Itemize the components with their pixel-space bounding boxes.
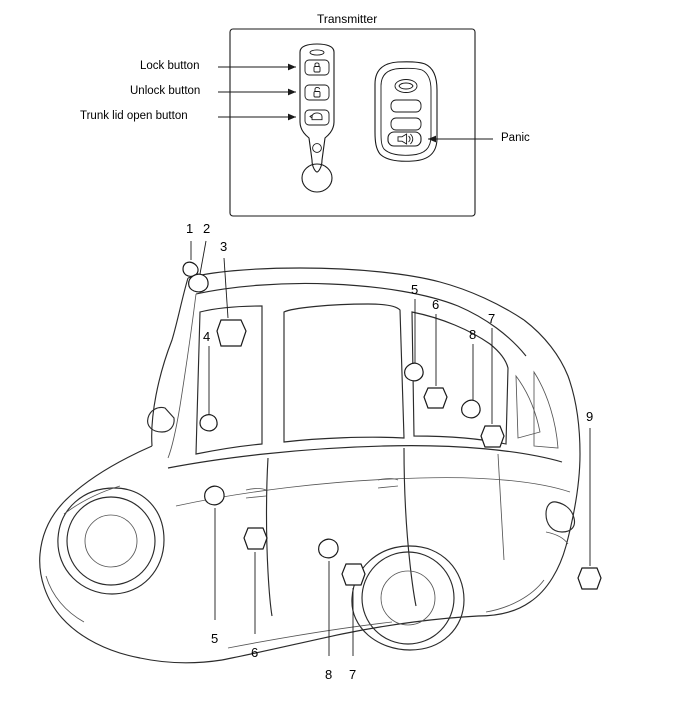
component-7-rear	[481, 426, 504, 447]
part-number-7-rear: 7	[488, 311, 496, 326]
component-3-4-module	[217, 320, 246, 346]
part-number-8-rear: 8	[469, 327, 477, 342]
part-number-6-front: 6	[251, 645, 259, 660]
part-number-5-front: 5	[211, 631, 219, 646]
part-number-2: 2	[203, 221, 211, 236]
part-number-3: 3	[220, 239, 228, 254]
callout-panic-label: Panic	[501, 132, 530, 144]
component-2	[189, 274, 208, 292]
transmitter-panel-box	[230, 29, 475, 216]
component-7-front	[342, 564, 365, 585]
part-number-4: 4	[203, 329, 211, 344]
car-body	[40, 268, 580, 663]
component-6-front	[244, 528, 267, 549]
part-number-7-front: 7	[349, 667, 357, 682]
transmitter-panel-title: Transmitter	[317, 12, 378, 26]
vehicle-diagram	[0, 216, 700, 716]
part-number-9: 9	[586, 409, 594, 424]
callout-trunk-lid-open-button-label: Trunk lid open button	[80, 110, 188, 122]
part-number-5-rear: 5	[411, 282, 419, 297]
part-number-8-front: 8	[325, 667, 333, 682]
component-5-rear	[405, 363, 423, 381]
callout-unlock-button-label: Unlock button	[130, 85, 201, 97]
component-8-rear	[462, 400, 480, 418]
part-number-6-rear: 6	[432, 297, 440, 312]
component-8-front	[319, 539, 338, 558]
callout-lock-button-label: Lock button	[140, 60, 200, 72]
component-5-front	[205, 486, 224, 505]
component-4	[200, 415, 217, 431]
component-9	[578, 568, 601, 589]
part-number-1: 1	[186, 221, 194, 236]
component-6-rear	[424, 388, 447, 408]
